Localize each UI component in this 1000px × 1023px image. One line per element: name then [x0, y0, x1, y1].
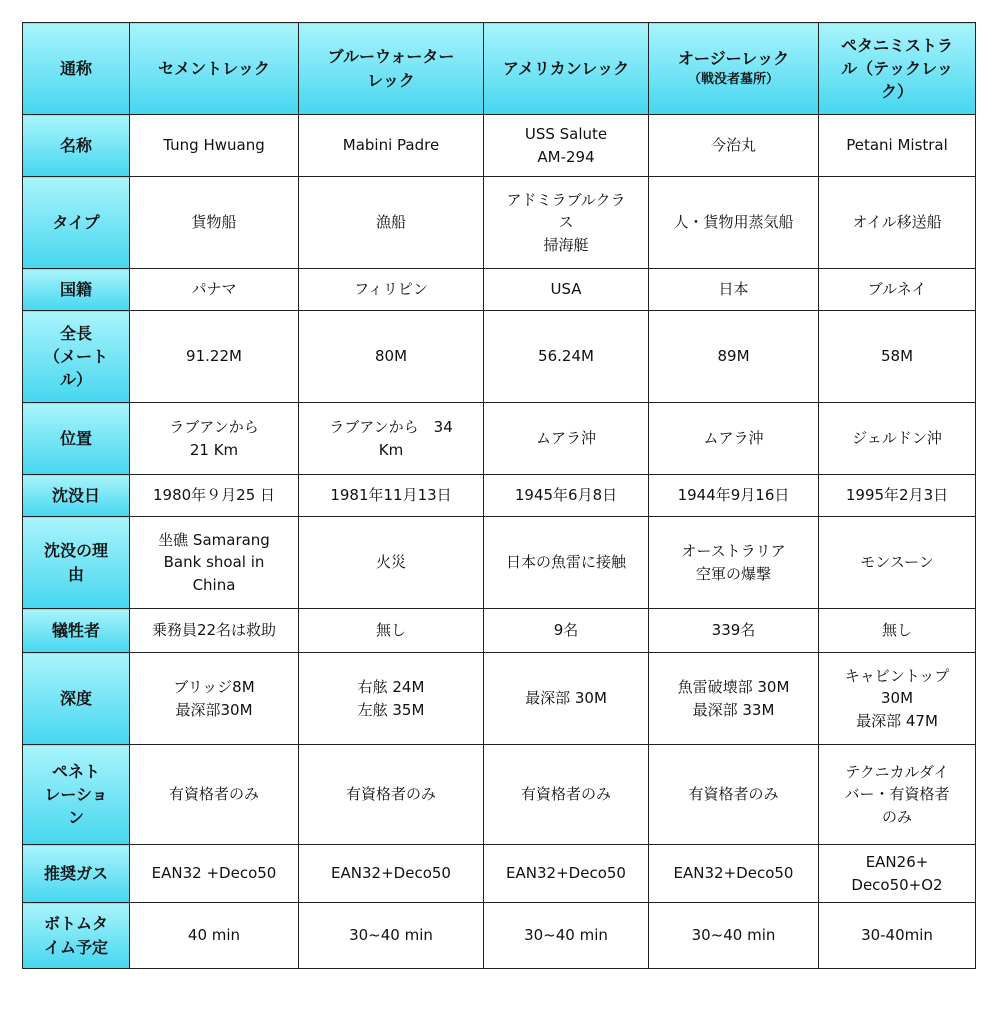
row-label: ペネト レーショ ン [23, 745, 130, 845]
table-cell: 56.24M [484, 311, 649, 403]
table-cell: 30~40 min [299, 903, 484, 969]
table-row [23, 403, 976, 475]
table-cell: 30~40 min [649, 903, 819, 969]
row-label: 沈没の理 由 [23, 517, 130, 609]
table-cell: 58M [819, 311, 976, 403]
row-label: 位置 [23, 403, 130, 475]
table-cell: EAN32+Deco50 [299, 845, 484, 903]
row-label: 推奨ガス [23, 845, 130, 903]
header-aussie-wreck [649, 23, 819, 115]
header-title: ペタニミストラ ル（テックレッ ク） [840, 35, 953, 102]
table-row [23, 845, 976, 903]
header-title: セメントレック [158, 58, 270, 78]
table-cell: Tung Hwuang [130, 115, 299, 177]
table-cell: 30~40 min [484, 903, 649, 969]
table-cell: ムアラ沖 [649, 403, 819, 475]
table-cell: EAN26+ Deco50+O2 [819, 845, 976, 903]
header-petani-mistral [819, 23, 976, 115]
header-subtitle: （戦没者墓所） [687, 71, 779, 87]
row-label: 沈没日 [23, 475, 130, 517]
table-cell: 無し [819, 609, 976, 653]
table-cell: Mabini Padre [299, 115, 484, 177]
table-cell: ジェルドン沖 [819, 403, 976, 475]
table-cell: 右舷 24M 左舷 35M [299, 653, 484, 745]
table-row [23, 517, 976, 609]
table-row [23, 269, 976, 311]
header-cement-wreck [130, 23, 299, 115]
table-cell: オイル移送船 [819, 177, 976, 269]
table-cell: 有資格者のみ [649, 745, 819, 845]
table-cell: 漁船 [299, 177, 484, 269]
table-cell: ムアラ沖 [484, 403, 649, 475]
table-cell: 魚雷破壊部 30M 最深部 33M [649, 653, 819, 745]
table-cell: 日本 [649, 269, 819, 311]
table-cell: 坐礁 Samarang Bank shoal in China [130, 517, 299, 609]
table-cell: パナマ [130, 269, 299, 311]
table-cell: 日本の魚雷に接触 [484, 517, 649, 609]
table-cell: 有資格者のみ [130, 745, 299, 845]
table-row [23, 177, 976, 269]
header-title: アメリカンレック [502, 58, 630, 78]
table-row [23, 653, 976, 745]
table-cell: ブルネイ [819, 269, 976, 311]
table-cell: アドミラブルクラ ス 掃海艇 [484, 177, 649, 269]
table-cell: ラブアンから 34 Km [299, 403, 484, 475]
table-cell: オーストラリア 空軍の爆撃 [649, 517, 819, 609]
table-row [23, 311, 976, 403]
row-label: 名称 [23, 115, 130, 177]
table-cell: 乗務員22名は救助 [130, 609, 299, 653]
header-corner: 通称 [23, 23, 130, 115]
table-cell: 40 min [130, 903, 299, 969]
table-row [23, 745, 976, 845]
table-cell: キャビントップ 30M 最深部 47M [819, 653, 976, 745]
table-cell: 火災 [299, 517, 484, 609]
table-cell: 1980年９月25 日 [130, 475, 299, 517]
table-row [23, 475, 976, 517]
table-cell: フィリピン [299, 269, 484, 311]
table-cell: 80M [299, 311, 484, 403]
wreck-comparison-table [22, 22, 976, 969]
table-cell: モンスーン [819, 517, 976, 609]
header-row [23, 23, 976, 115]
table-cell: 今治丸 [649, 115, 819, 177]
table-cell: 1944年9月16日 [649, 475, 819, 517]
header-american-wreck [484, 23, 649, 115]
table-cell: ブリッジ8M 最深部30M [130, 653, 299, 745]
row-label: 国籍 [23, 269, 130, 311]
table-cell: USS Salute AM-294 [484, 115, 649, 177]
row-label: 全長 （メート ル） [23, 311, 130, 403]
table-cell: 9名 [484, 609, 649, 653]
table-cell: 最深部 30M [484, 653, 649, 745]
table-row [23, 115, 976, 177]
table-cell: Petani Mistral [819, 115, 976, 177]
header-bluewater-wreck [299, 23, 484, 115]
row-label: 犠牲者 [23, 609, 130, 653]
row-label: タイプ [23, 177, 130, 269]
table-row [23, 903, 976, 969]
table-body [23, 115, 976, 969]
table-cell: テクニカルダイ バー・有資格者 のみ [819, 745, 976, 845]
table-cell: 1995年2月3日 [819, 475, 976, 517]
header-title: オージーレック [677, 49, 790, 69]
table-cell: 1981年11月13日 [299, 475, 484, 517]
wreck-table-container [22, 22, 976, 969]
table-cell: 30-40min [819, 903, 976, 969]
table-cell: 貨物船 [130, 177, 299, 269]
table-cell: 人・貨物用蒸気船 [649, 177, 819, 269]
table-cell: EAN32+Deco50 [484, 845, 649, 903]
table-cell: 89M [649, 311, 819, 403]
table-cell: 有資格者のみ [484, 745, 649, 845]
table-cell: 1945年6月8日 [484, 475, 649, 517]
table-cell: EAN32+Deco50 [649, 845, 819, 903]
table-cell: 無し [299, 609, 484, 653]
table-cell: USA [484, 269, 649, 311]
header-title: ブルーウォーター レック [327, 47, 455, 90]
table-cell: 339名 [649, 609, 819, 653]
table-row [23, 609, 976, 653]
table-cell: 有資格者のみ [299, 745, 484, 845]
row-label: 深度 [23, 653, 130, 745]
row-label: ボトムタ イム予定 [23, 903, 130, 969]
table-cell: 91.22M [130, 311, 299, 403]
table-cell: EAN32 +Deco50 [130, 845, 299, 903]
table-cell: ラブアンから 21 Km [130, 403, 299, 475]
